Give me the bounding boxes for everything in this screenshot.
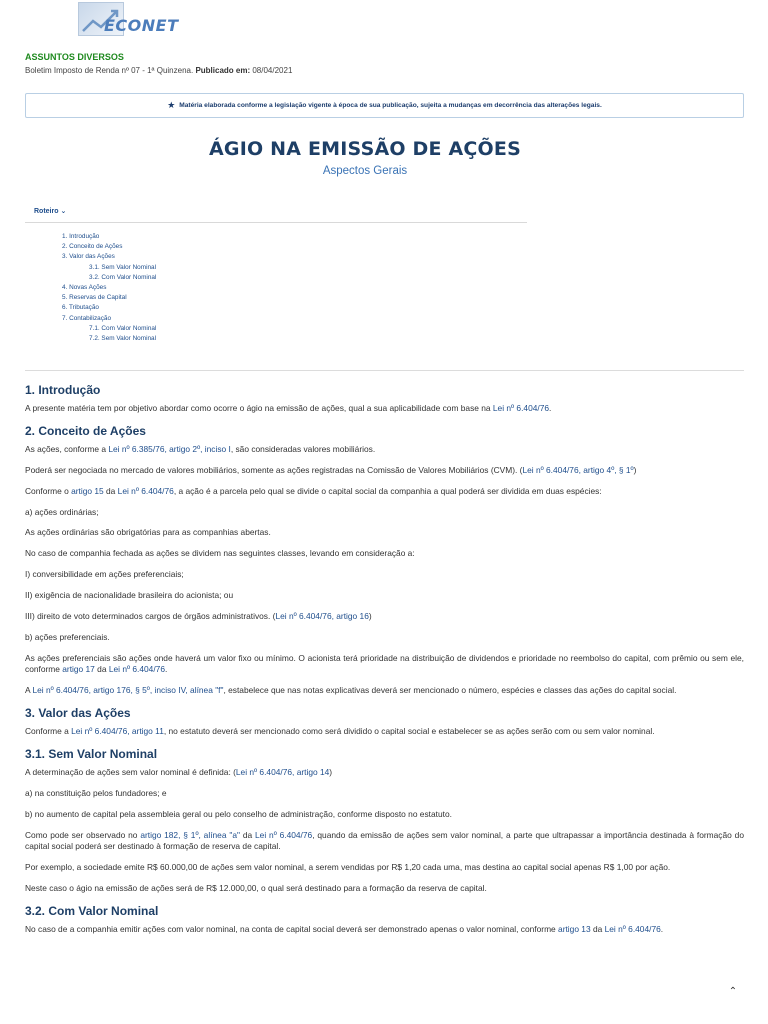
bulletin-info [25, 66, 292, 75]
legislation-notice [25, 93, 744, 118]
toc-item[interactable]: 4. Novas Ações [62, 283, 107, 291]
paragraph: Como pode ser observado no artigo 182, § 1º, alínea "a" da Lei nº 6.404/76, quando da emissão de ações sem valor nominal, a parte que ultrapassar a importância destinada à formação do capital social poderá ser destinado à formação de reserva de capital. [25, 829, 744, 852]
toc-item[interactable]: 5. Reservas de Capital [62, 294, 127, 302]
paragraph: a) na constituição pelos fundadores; e [25, 787, 167, 798]
law-link[interactable]: artigo 17 [62, 664, 95, 675]
econet-logo[interactable] [78, 2, 208, 38]
section-heading: 1. Introdução [25, 383, 101, 397]
paragraph: No caso de a companhia emitir ações com valor nominal, na conta de capital social deverá ser demonstrado apenas o valor nominal, conforme artigo 13 da Lei nº 6.404/76. [25, 924, 664, 934]
paragraph: Conforme a Lei nº 6.404/76, artigo 11, no estatuto deverá ser mencionado como será dividido o capital social e estabelecer se as ações serão com ou sem valor nominal. [25, 726, 655, 737]
bulletin-name: Boletim Imposto de Renda nº 07 - 1ª Quinzena. [25, 66, 194, 75]
law-link[interactable]: Lei nº 6.385/76, artigo 2º, inciso I [108, 443, 231, 454]
law-link[interactable]: Lei nº 6.404/76 [108, 664, 165, 675]
paragraph: b) no aumento de capital pela assembleia geral ou pelo conselho de administração, conforme disposto no estatuto. [25, 808, 452, 819]
paragraph: Por exemplo, a sociedade emite R$ 60.000,00 de ações sem valor nominal, a serem vendidas por R$ 1,20 cada uma, mas destina ao capital social apenas R$ 1,00 por ação. [25, 862, 671, 873]
paragraph: I) conversibilidade em ações preferenciais; [25, 569, 184, 580]
law-link[interactable]: Lei nº 6.404/76, artigo 176, § 5º, inciso IV, alínea "f" [32, 685, 224, 696]
published-date: 08/04/2021 [252, 66, 293, 75]
paragraph: A presente matéria tem por objetivo abordar como ocorre o ágio na emissão de ações, qual a sua aplicabilidade com base na Lei nº 6.404/76. [25, 403, 552, 413]
section-heading: 3.2. Com Valor Nominal [25, 904, 159, 918]
toc-item[interactable]: 1. Introdução [62, 233, 100, 240]
star-icon: ★ [167, 100, 176, 110]
page-title: ÁGIO NA EMISSÃO DE AÇÕES [209, 138, 521, 160]
law-link[interactable]: Lei nº 6.404/76 [492, 403, 550, 413]
paragraph: b) ações preferenciais. [25, 631, 110, 642]
law-link[interactable]: Lei nº 6.404/76, artigo 14 [235, 767, 330, 778]
law-link[interactable]: artigo 182, § 1º, alínea "a" [140, 829, 240, 840]
paragraph: Neste caso o ágio na emissão de ações será de R$ 12.000,00, o qual será destinado para a formação da reserva de capital. [25, 883, 487, 894]
law-link[interactable]: Lei nº 6.404/76 [117, 485, 174, 496]
toc-item[interactable]: 3. Valor das Ações [62, 253, 115, 261]
toc-subitem[interactable]: 3.1. Sem Valor Nominal [89, 263, 157, 271]
page-subtitle: Aspectos Gerais [322, 165, 408, 177]
paragraph: III) direito de voto determinados cargos de órgãos administrativos. (Lei nº 6.404/76, artigo 16) [25, 611, 372, 622]
toc-item[interactable]: 7. Contabilização [62, 314, 112, 322]
roteiro-label: Roteiro [34, 208, 59, 215]
law-link[interactable]: Lei nº 6.404/76, artigo 11 [71, 726, 164, 737]
law-link[interactable]: Lei nº 6.404/76 [255, 829, 313, 840]
toc-item[interactable]: 6. Tributação [62, 304, 99, 312]
scroll-to-top-button[interactable] [726, 985, 740, 999]
paragraph: a) ações ordinárias; [25, 506, 99, 517]
toc-subitem[interactable]: 3.2. Com Valor Nominal [89, 273, 157, 281]
law-link[interactable]: Lei nº 6.404/76, artigo 16 [275, 611, 369, 622]
law-link[interactable]: Lei nº 6.404/76 [604, 924, 661, 934]
section-heading: 3.1. Sem Valor Nominal [25, 747, 158, 762]
paragraph: A Lei nº 6.404/76, artigo 176, § 5º, inciso IV, alínea "f", estabelece que nas notas explicativas deverá ser mencionado o número, espécies e classes das ações do capital social. [25, 685, 677, 696]
divider [25, 370, 744, 371]
paragraph: A determinação de ações sem valor nominal é definida: (Lei nº 6.404/76, artigo 14) [25, 767, 333, 778]
paragraph: As ações, conforme a Lei nº 6.385/76, artigo 2º, inciso I, são consideradas valores mobiliários. [25, 443, 376, 454]
toc-subitem[interactable]: 7.1. Com Valor Nominal [89, 324, 157, 332]
paragraph: II) exigência de nacionalidade brasileira do acionista; ou [25, 590, 234, 601]
law-link[interactable]: artigo 13 [558, 924, 591, 934]
paragraph: No caso de companhia fechada as ações se dividem nas seguintes classes, levando em consideração a: [25, 548, 415, 559]
section-heading: 3. Valor das Ações [25, 706, 131, 721]
divider [25, 222, 527, 223]
paragraph: Poderá ser negociada no mercado de valores mobiliários, somente as ações registradas na Comissão de Valores Mobiliários (CVM). (Lei nº 6.404/76, artigo 4º, § 1º) [25, 464, 637, 475]
published-label: Publicado em: [195, 66, 251, 75]
chevron-up-icon: ⌃ [728, 986, 738, 997]
toc-subitem[interactable]: 7.2. Sem Valor Nominal [89, 334, 157, 342]
roteiro-toggle[interactable] [34, 207, 66, 215]
paragraph: Conforme o artigo 15 da Lei nº 6.404/76, a ação é a parcela pelo qual se divide o capital social da companhia a qual poderá ser dividida em duas espécies: [25, 485, 602, 496]
article-body [25, 383, 744, 945]
table-of-contents [62, 232, 156, 344]
section-heading: 2. Conceito de Ações [25, 423, 146, 438]
category-label: ASSUNTOS DIVERSOS [25, 52, 124, 62]
chevron-down-icon: ⌄ [60, 208, 67, 215]
paragraph: As ações ordinárias são obrigatórias para as companhias abertas. [25, 527, 271, 538]
logo-wordmark: ECONET [104, 16, 179, 35]
law-link[interactable]: Lei nº 6.404/76, artigo 4º, § 1º [522, 464, 634, 475]
law-link[interactable]: artigo 15 [71, 485, 104, 496]
toc-item[interactable]: 2. Conceito de Ações [62, 243, 123, 251]
paragraph: As ações preferenciais são ações onde haverá um valor fixo ou mínimo. O acionista terá prioridade na distribuição de dividendos e prioridade no reembolso do capital, com prêmio ou sem ele, conforme artigo 17 da Lei nº 6.404/76. [25, 652, 744, 675]
notice-text: Matéria elaborada conforme a legislação vigente à época de sua publicação, sujeita a mudanças em decorrência das alterações legais. [179, 102, 602, 109]
